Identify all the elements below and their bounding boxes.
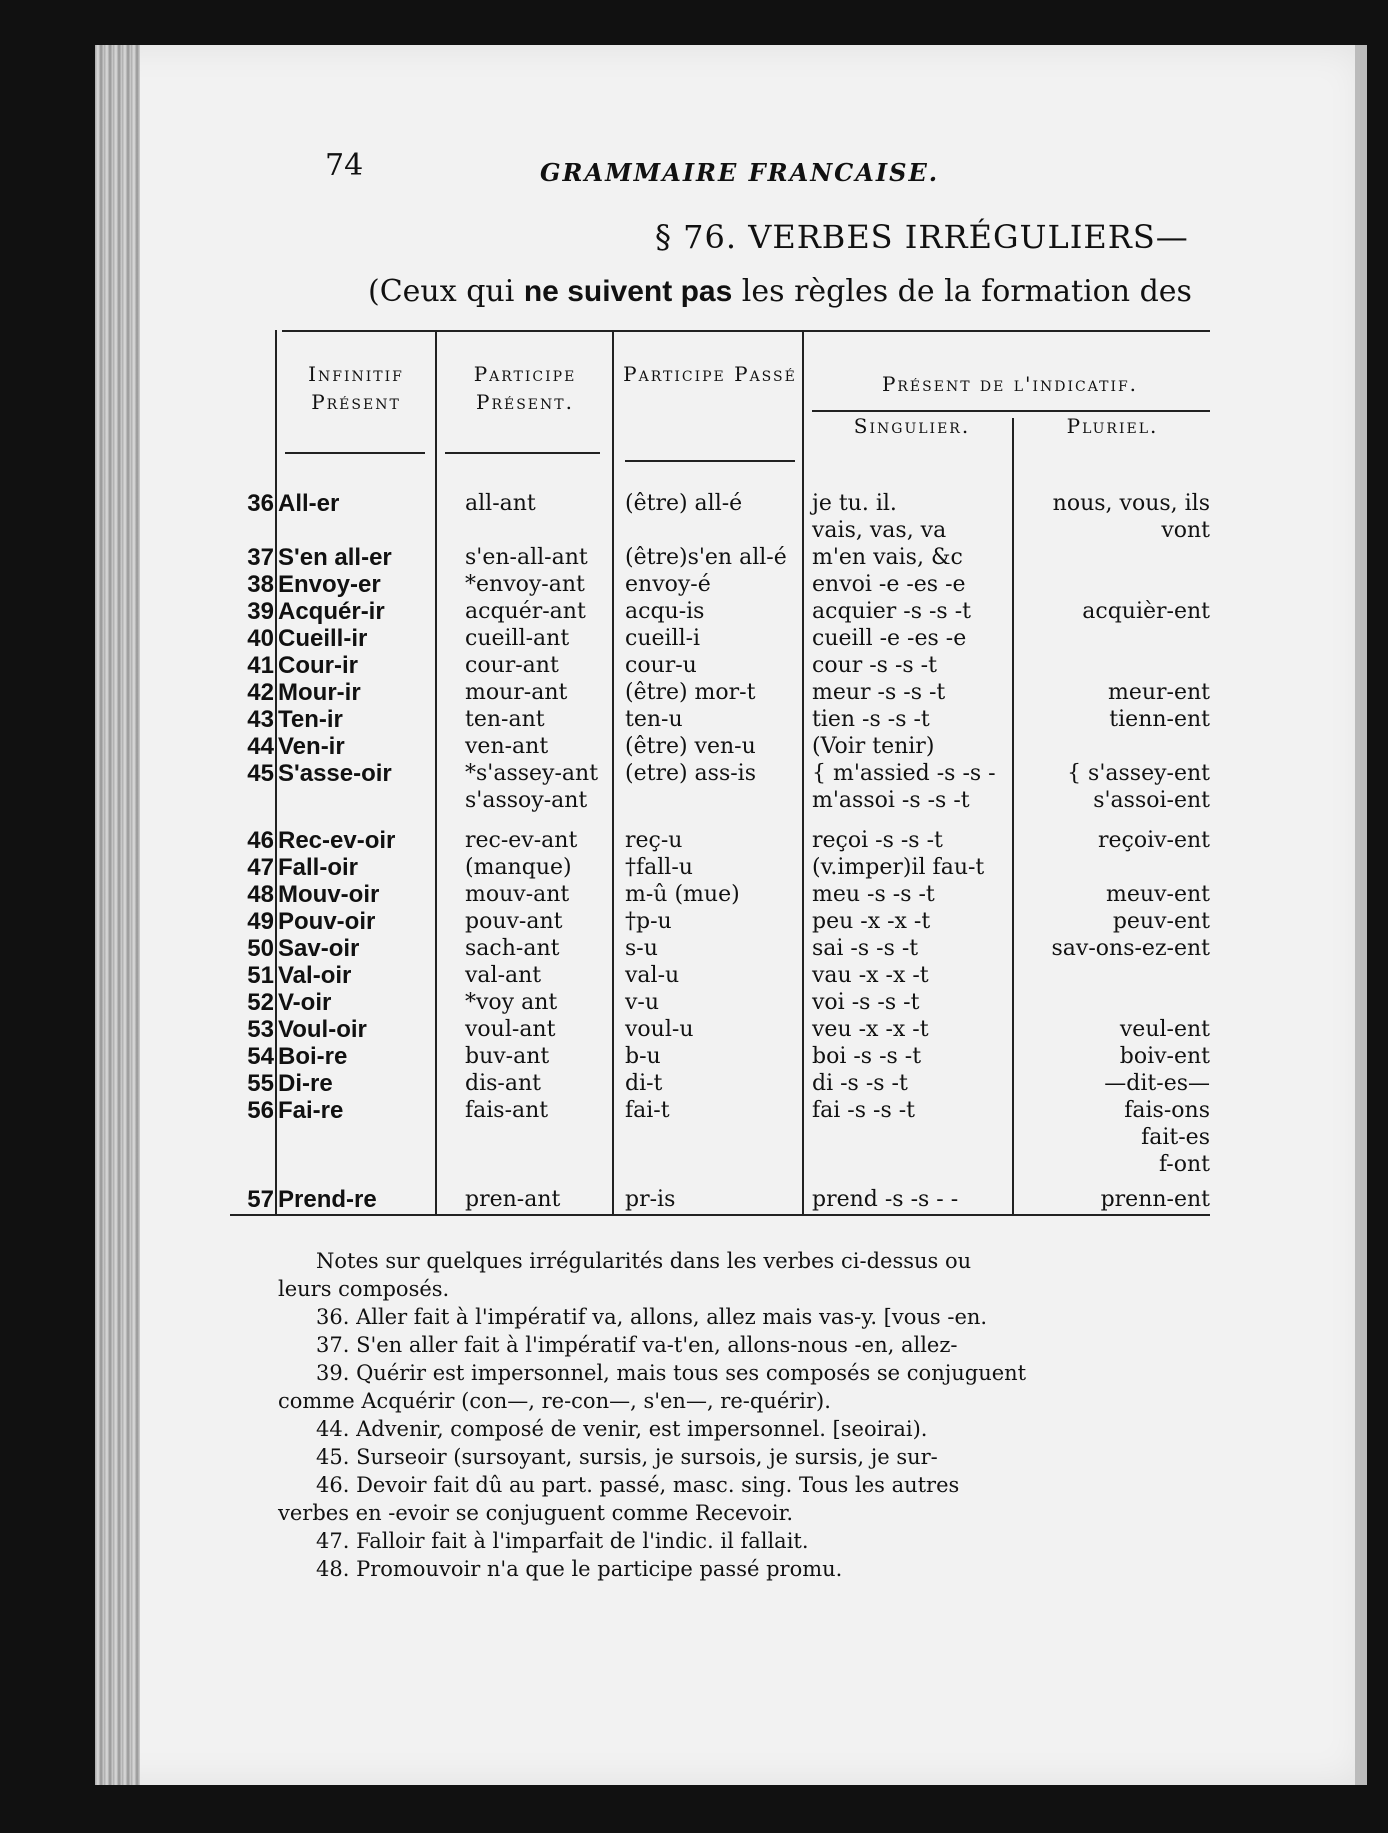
- header-infinitif: Infinitif Présent: [308, 362, 404, 414]
- participe-present: fais-ant: [465, 1098, 549, 1123]
- participe-passe: pr-is: [625, 1187, 676, 1212]
- present-pluriel: tienn-ent: [1109, 707, 1210, 732]
- participe-present: val-ant: [465, 963, 542, 988]
- participe-present: ten-ant: [465, 707, 545, 732]
- verb-infinitif: Cueill-ir: [278, 625, 368, 652]
- verb-number: 40: [247, 625, 274, 652]
- note-line: Notes sur quelques irrégularités dans les verbes ci-dessus ou: [316, 1249, 972, 1273]
- participe-passe: voul-u: [625, 1017, 694, 1042]
- verb-infinitif: Rec-ev-oir: [278, 827, 396, 854]
- verb-infinitif: S'asse-oir: [278, 760, 392, 787]
- verb-infinitif: Pouv-oir: [278, 908, 376, 935]
- present-pluriel: veul-ent: [1119, 1017, 1210, 1042]
- verb-number: 39: [247, 598, 274, 625]
- note-line: 39. Quérir est impersonnel, mais tous ses composés se conjuguent: [316, 1361, 1027, 1385]
- note-line: comme Acquérir (con—, re-con—, s'en—, re-quérir).: [278, 1389, 831, 1413]
- verb-infinitif: Fall-oir: [278, 854, 359, 881]
- present-pluriel: meur-ent: [1107, 680, 1210, 705]
- present-singulier: tien -s -s -t: [812, 707, 930, 732]
- notes-list: [278, 1247, 1120, 1583]
- header-singulier: Singulier.: [853, 414, 971, 438]
- verb-infinitif: Ten-ir: [278, 706, 343, 733]
- note-line: 37. S'en aller fait à l'impératif va-t'en, allons-nous -en, allez-: [316, 1333, 958, 1357]
- table-row: [230, 1070, 1210, 1097]
- present-singulier: vau -x -x -t: [812, 963, 929, 988]
- verb-number: 46: [247, 827, 274, 854]
- notes-section: [278, 1247, 1120, 1583]
- table-row: [230, 827, 1210, 854]
- present-singulier: meur -s -s -t: [812, 680, 946, 705]
- participe-passe: (être) all-é: [625, 491, 743, 516]
- header-participe-passe: Participe Passé: [623, 362, 797, 386]
- note-line: 47. Falloir fait à l'imparfait de l'indic. il fallait.: [316, 1529, 809, 1553]
- present-singulier: (v.imper)il fau-t: [812, 855, 985, 880]
- table-row: [230, 544, 1210, 571]
- present-pluriel: reçoiv-ent: [1097, 828, 1210, 853]
- verb-number: 38: [247, 571, 274, 598]
- participe-present: pouv-ant: [465, 909, 563, 934]
- note-line: 48. Promouvoir n'a que le participe passé promu.: [316, 1557, 843, 1581]
- present-singulier: fai -s -s -t: [812, 1098, 915, 1123]
- present-singulier: envoi -e -es -e: [812, 572, 966, 597]
- present-singulier: acquier -s -s -t: [812, 599, 971, 624]
- verb-number: 53: [247, 1016, 274, 1043]
- participe-present: ven-ant: [465, 734, 549, 759]
- table-row: [230, 1151, 1210, 1178]
- present-singulier: { m'assied -s -s -: [812, 761, 996, 786]
- verb-number: 51: [247, 962, 274, 989]
- verb-number: 56: [247, 1097, 274, 1124]
- participe-present: s'en-all-ant: [465, 545, 588, 570]
- participe-present: *s'assey-ant: [465, 761, 599, 786]
- present-pluriel: acquièr-ent: [1082, 599, 1210, 624]
- participe-present: all-ant: [465, 491, 536, 516]
- present-singulier: cour -s -s -t: [812, 653, 937, 678]
- participe-present: pren-ant: [465, 1187, 561, 1212]
- verb-infinitif: Mour-ir: [278, 679, 361, 706]
- verb-infinitif: V-oir: [278, 989, 332, 1016]
- participe-passe: fai-t: [625, 1098, 670, 1123]
- present-pluriel: fait-es: [1141, 1125, 1210, 1150]
- verb-number: 52: [247, 989, 274, 1016]
- table-row: [230, 733, 1210, 760]
- participe-present: mour-ant: [465, 680, 568, 705]
- present-pluriel: sav-ons-ez-ent: [1051, 936, 1210, 961]
- header-bottom-rule-1: [285, 452, 425, 454]
- participe-passe: m-û (mue): [625, 882, 740, 907]
- verb-infinitif: Val-oir: [278, 962, 352, 989]
- present-singulier: (Voir tenir): [812, 734, 935, 759]
- participe-passe: b-u: [625, 1044, 661, 1069]
- verb-number: 41: [247, 652, 274, 679]
- verb-number: 36: [247, 490, 274, 517]
- table-row: [230, 490, 1210, 517]
- participe-passe: (etre) ass-is: [625, 761, 757, 786]
- verb-number: 37: [247, 544, 274, 571]
- table-row: [230, 881, 1210, 908]
- note-line: 45. Surseoir (sursoyant, sursis, je sursois, je sursis, je sur-: [316, 1445, 938, 1469]
- note-line: verbes en -evoir se conjuguent comme Recevoir.: [278, 1501, 794, 1525]
- verb-table: [230, 330, 1210, 1220]
- section-title: § 76. VERBES IRRÉGULIERS—: [655, 218, 1189, 256]
- participe-present: mouv-ant: [465, 882, 570, 907]
- present-pluriel: peuv-ent: [1112, 909, 1210, 934]
- present-pluriel: —dit-es—: [1104, 1071, 1210, 1096]
- present-pluriel: { s'assey-ent: [1067, 761, 1210, 786]
- participe-passe: ten-u: [625, 707, 683, 732]
- verb-infinitif: All-er: [278, 490, 340, 517]
- verb-number: 57: [247, 1186, 274, 1213]
- page-number: 74: [325, 148, 364, 183]
- intro-bold: ne suivent pas: [523, 275, 733, 308]
- header-participe-present: Participe Présent.: [473, 362, 577, 414]
- verb-infinitif: S'en all-er: [278, 544, 392, 571]
- present-singulier: boi -s -s -t: [812, 1044, 922, 1069]
- intro-text: [368, 274, 1192, 309]
- note-line: 36. Aller fait à l'impératif va, allons, allez mais vas-y. [vous -en.: [316, 1305, 988, 1329]
- header-bottom-rule-2: [445, 452, 600, 454]
- table-row: [230, 706, 1210, 733]
- table-row: [230, 908, 1210, 935]
- verb-infinitif: Boi-re: [278, 1043, 348, 1070]
- present-pluriel: s'assoi-ent: [1093, 788, 1210, 813]
- verb-number: 47: [247, 854, 274, 881]
- verb-infinitif: Di-re: [278, 1070, 333, 1097]
- table-top-rule: [282, 330, 1210, 332]
- table-row: [230, 962, 1210, 989]
- verb-infinitif: Prend-re: [278, 1186, 377, 1213]
- participe-present: sach-ant: [465, 936, 560, 961]
- table-bottom-rule: [230, 1214, 1210, 1216]
- verb-infinitif: Ven-ir: [278, 733, 345, 760]
- verb-infinitif: Cour-ir: [278, 652, 358, 679]
- verb-number: 54: [247, 1043, 274, 1070]
- present-singulier: vais, vas, va: [812, 518, 947, 543]
- verb-number: 48: [247, 881, 274, 908]
- present-singulier: veu -x -x -t: [812, 1017, 929, 1042]
- present-pluriel: vont: [1161, 518, 1210, 543]
- participe-present: acquér-ant: [465, 599, 586, 624]
- verb-infinitif: Voul-oir: [278, 1016, 367, 1043]
- participe-passe: di-t: [625, 1071, 663, 1096]
- table-row: [230, 517, 1210, 544]
- table-row: [230, 989, 1210, 1016]
- intro-before: (Ceux qui: [368, 274, 524, 309]
- participe-present: s'assoy-ant: [465, 788, 588, 813]
- present-singulier: reçoi -s -s -t: [812, 828, 943, 853]
- table-row: [230, 652, 1210, 679]
- note-line: 44. Advenir, composé de venir, est impersonnel. [seoirai).: [316, 1417, 928, 1441]
- header-bottom-rule-3: [625, 460, 795, 462]
- participe-present: rec-ev-ant: [465, 828, 578, 853]
- present-singulier: prend -s -s - -: [812, 1187, 959, 1212]
- participe-passe: †p-u: [625, 909, 672, 934]
- participe-passe: envoy-é: [625, 572, 711, 597]
- present-singulier: meu -s -s -t: [812, 882, 935, 907]
- participe-present: voul-ant: [465, 1017, 556, 1042]
- present-pluriel: nous, vous, ils: [1052, 491, 1210, 516]
- page-edge: [1355, 45, 1367, 1785]
- present-singulier: peu -x -x -t: [812, 909, 931, 934]
- verb-infinitif: Sav-oir: [278, 935, 360, 962]
- present-singulier: di -s -s -t: [812, 1071, 908, 1096]
- verb-number: 43: [247, 706, 274, 733]
- participe-present: *voy ant: [465, 990, 558, 1015]
- participe-passe: v-u: [625, 990, 660, 1015]
- table-row: [230, 598, 1210, 625]
- participe-passe: (être) mor-t: [625, 680, 756, 705]
- participe-passe: reç-u: [625, 828, 683, 853]
- verb-number: 42: [247, 679, 274, 706]
- present-singulier: cueill -e -es -e: [812, 626, 967, 651]
- participe-present: cueill-ant: [465, 626, 570, 651]
- verb-number: 55: [247, 1070, 274, 1097]
- participe-present: buv-ant: [465, 1044, 550, 1069]
- present-singulier: sai -s -s -t: [812, 936, 919, 961]
- table-row: [230, 679, 1210, 706]
- participe-passe: (être)s'en all-é: [625, 545, 787, 570]
- present-singulier: voi -s -s -t: [812, 990, 920, 1015]
- present-pluriel: f-ont: [1158, 1152, 1210, 1177]
- table-row: [230, 1016, 1210, 1043]
- verb-infinitif: Fai-re: [278, 1097, 344, 1124]
- present-singulier: je tu. il.: [812, 491, 897, 516]
- participe-present: dis-ant: [465, 1071, 541, 1096]
- table-row: [230, 1043, 1210, 1070]
- verb-number: 44: [247, 733, 274, 760]
- present-pluriel: boiv-ent: [1119, 1044, 1210, 1069]
- verb-infinitif: Envoy-er: [278, 571, 381, 598]
- running-head: GRAMMAIRE FRANCAISE.: [540, 158, 940, 187]
- intro-after: les règles de la formation des: [732, 274, 1192, 309]
- verb-number: 50: [247, 935, 274, 962]
- participe-passe: val-u: [625, 963, 680, 988]
- present-singulier: m'en vais, &c: [812, 545, 963, 570]
- participe-present: (manque): [465, 855, 572, 880]
- table-row: [230, 935, 1210, 962]
- table-row: [230, 625, 1210, 652]
- present-singulier: m'assoi -s -s -t: [812, 788, 970, 813]
- header-pluriel: Pluriel.: [1066, 414, 1159, 438]
- table-row: [230, 1097, 1210, 1124]
- participe-present: cour-ant: [465, 653, 559, 678]
- table-row: [230, 1186, 1210, 1213]
- note-line: 46. Devoir fait dû au part. passé, masc. sing. Tous les autres: [316, 1473, 960, 1497]
- verb-infinitif: Acquér-ir: [278, 598, 385, 625]
- present-pluriel: fais-ons: [1124, 1098, 1210, 1123]
- participe-passe: (être) ven-u: [625, 734, 756, 759]
- note-line: leurs composés.: [278, 1277, 450, 1301]
- verb-infinitif: Mouv-oir: [278, 881, 380, 908]
- participe-passe: acqu-is: [625, 599, 705, 624]
- table-row: [230, 854, 1210, 881]
- table-row: [230, 571, 1210, 598]
- verb-number: 49: [247, 908, 274, 935]
- present-pluriel: prenn-ent: [1100, 1187, 1210, 1212]
- table-row: [230, 787, 1210, 814]
- participe-passe: cueill-i: [625, 626, 701, 651]
- participe-passe: s-u: [625, 936, 658, 961]
- participe-passe: cour-u: [625, 653, 697, 678]
- present-pluriel: meuv-ent: [1106, 882, 1210, 907]
- header-present-indicatif: Présent de l'indicatif.: [881, 372, 1139, 396]
- table-row: [230, 1124, 1210, 1151]
- book-binding: [95, 45, 140, 1785]
- table-row: [230, 760, 1210, 787]
- verb-number: 45: [247, 760, 274, 787]
- participe-passe: †fall-u: [625, 855, 693, 880]
- participe-present: *envoy-ant: [465, 572, 585, 597]
